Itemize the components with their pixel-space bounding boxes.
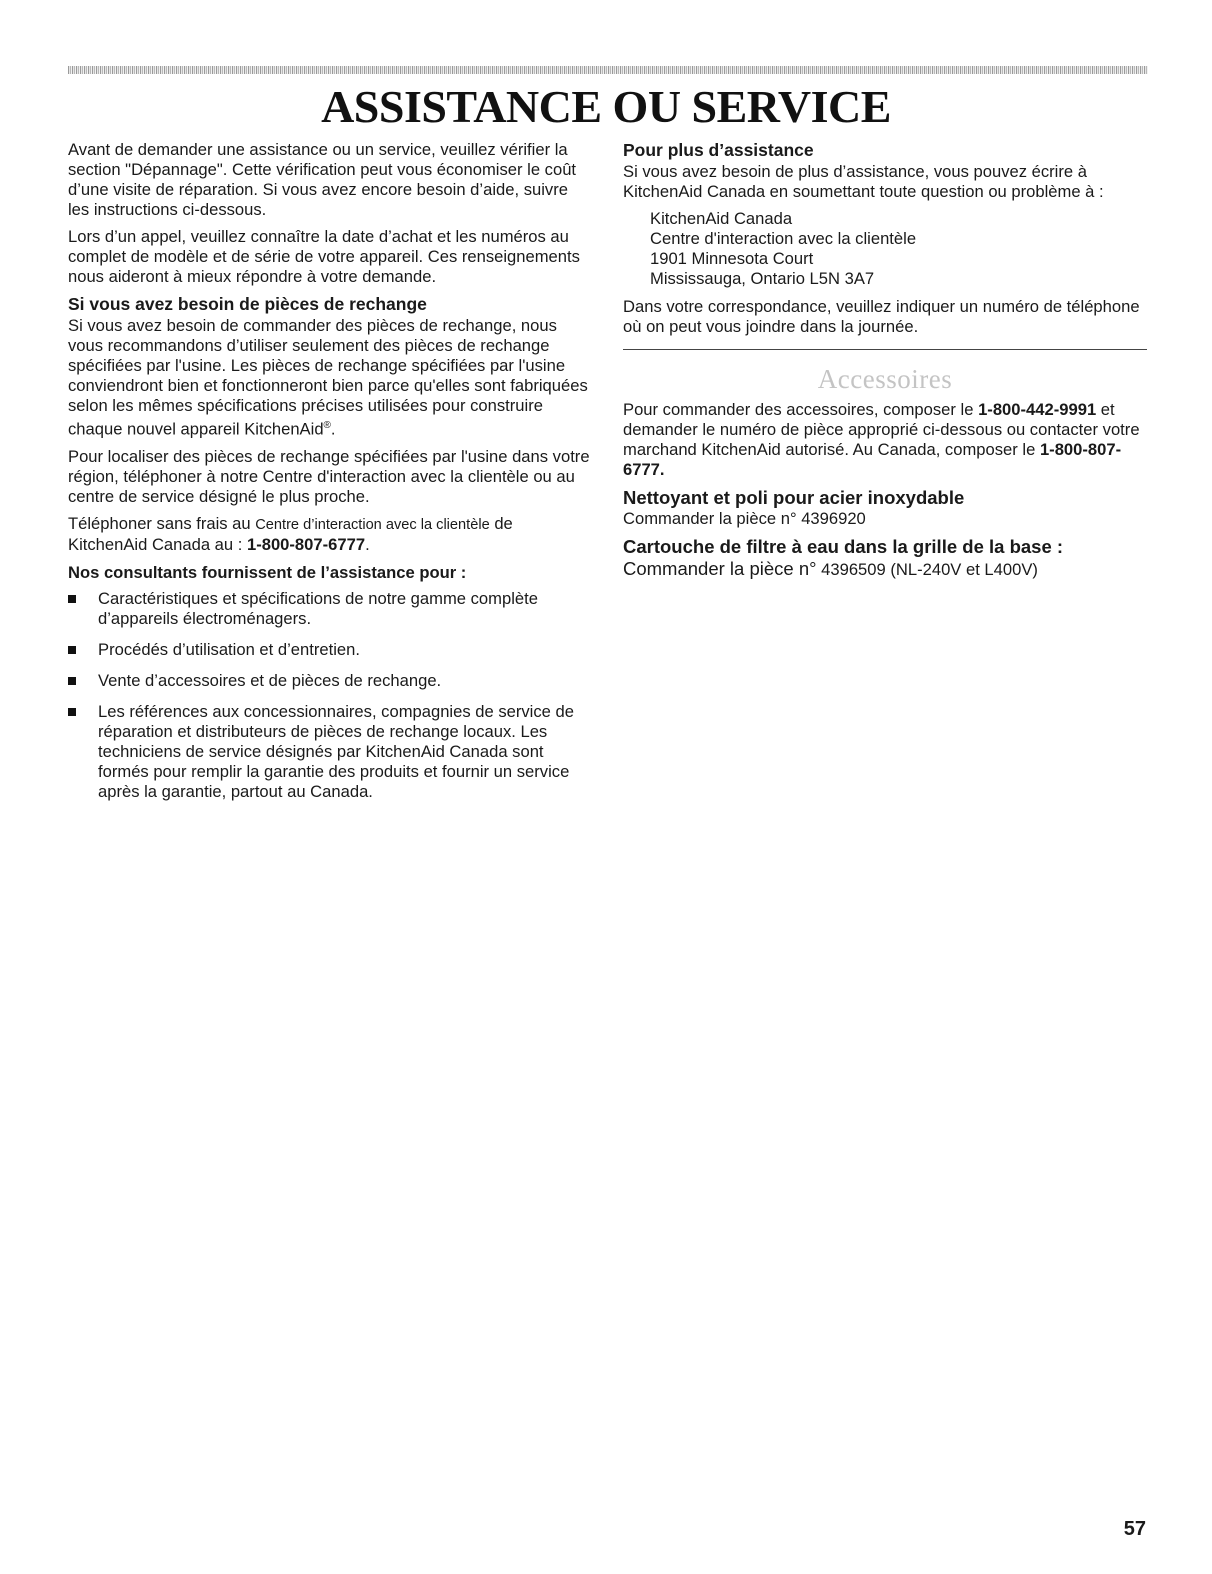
section-divider <box>623 349 1147 350</box>
page-title: ASSISTANCE OU SERVICE <box>321 81 891 132</box>
address-line: Centre d'interaction avec la clientèle <box>650 229 917 248</box>
phone-suffix: . <box>365 534 370 554</box>
square-bullet-icon <box>68 595 76 603</box>
square-bullet-icon <box>68 677 76 685</box>
mailing-address <box>650 209 1147 289</box>
address-line: KitchenAid Canada <box>650 209 793 228</box>
cleaner-text: Commander la pièce n° 4396920 <box>623 509 866 528</box>
top-decorative-rule <box>68 66 1148 74</box>
right-column <box>623 140 1147 587</box>
page-number: 57 <box>1123 1518 1146 1540</box>
order-paragraph <box>623 400 1147 480</box>
phone-mid: de KitchenAid Canada au : <box>68 513 513 554</box>
call-info-paragraph: Lors d’un appel, veuillez connaître la date d’achat et les numéros au complet de modèle et de série de votre appareil. Ces renseignements nous aideront à mieux répondre à votre demande. <box>68 227 580 286</box>
phone-number: 1-800-807-6777 <box>246 534 366 554</box>
order-mid: et demander le numéro de pièce approprié ci-dessous ou contacter votre marchand KitchenAid autorisé. Au Canada, composer le <box>623 400 1140 459</box>
locate-paragraph: Pour localiser des pièces de rechange spécifiées par l'usine dans votre région, téléphoner à notre Centre d'interaction avec la clientèle ou au centre de service désigné le plus proche. <box>68 446 590 506</box>
phone-paragraph <box>68 514 590 555</box>
address-line: 1901 Minnesota Court <box>650 249 814 268</box>
consultants-heading: Nos consultants fournissent de l’assistance pour : <box>68 562 467 582</box>
list-item: Procédés d’utilisation et d’entretien. <box>68 640 590 660</box>
correspondence-paragraph: Dans votre correspondance, veuillez indiquer un numéro de téléphone où on peut vous joindre dans la journée. <box>623 297 1140 336</box>
assistance-list <box>68 589 590 802</box>
list-item: Vente d’accessoires et de pièces de rechange. <box>68 671 590 691</box>
more-assistance-heading: Pour plus d’assistance <box>623 140 814 160</box>
intro-paragraph: Avant de demander une assistance ou un service, veuillez vérifier la section "Dépannage". Cette vérification peut vous économiser le coût d’une visite de réparation. Si vous avez encore besoin d’aide, suivre les instructions ci-dessous. <box>68 140 577 219</box>
parts-paragraph <box>68 316 590 440</box>
parts-period: . <box>330 419 336 439</box>
square-bullet-icon <box>68 646 76 654</box>
accessories-title: Accessoires <box>817 364 953 394</box>
registered-mark: ® <box>323 420 331 431</box>
left-column <box>68 140 590 813</box>
filter-paragraph <box>623 558 1147 580</box>
filter-part: 4396509 (NL-240V et L400V) <box>816 560 1038 579</box>
filter-heading: Cartouche de filtre à eau dans la grille de la base : <box>623 536 1064 557</box>
phone-prefix: Téléphoner sans frais au <box>68 513 256 533</box>
filter-prefix: Commander la pièce n° <box>623 558 817 579</box>
parts-heading: Si vous avez besoin de pièces de rechange <box>68 294 427 314</box>
phone-center-name: Centre d’interaction avec la clientèle <box>255 516 490 533</box>
cleaner-heading: Nettoyant et poli pour acier inoxydable <box>623 487 965 508</box>
square-bullet-icon <box>68 708 76 716</box>
address-line: Mississauga, Ontario L5N 3A7 <box>650 269 875 288</box>
list-item: Les références aux concessionnaires, compagnies de service de réparation et distributeurs de pièces de rechange locaux. Les techniciens de service désignés par KitchenAid Canada sont formés pour remplir la garantie des produits et fournir un service après la garantie, partout au Canada. <box>68 702 590 802</box>
order-phone-number: 1-800-442-9991 <box>978 400 1097 419</box>
list-item: Caractéristiques et spécifications de notre gamme complète d’appareils électroménagers. <box>68 589 590 629</box>
more-assistance-paragraph: Si vous avez besoin de plus d’assistance, vous pouvez écrire à KitchenAid Canada en soumettant toute question ou problème à : <box>623 162 1104 201</box>
order-phone-canada: 1-800-807-6777. <box>623 440 1122 479</box>
order-prefix: Pour commander des accessoires, composer le <box>623 400 979 419</box>
parts-text: Si vous avez besoin de commander des pièces de rechange, nous vous recommandons d’utiliser seulement des pièces de rechange spécifiées par l'usine. Les pièces de rechange spécifiées par l'usine conviendront bien et fonctionneront bien parce qu'elles sont fabriquées selon les mêmes spécifications précises utilisées pour construire chaque nouvel appareil KitchenAid <box>68 316 588 439</box>
